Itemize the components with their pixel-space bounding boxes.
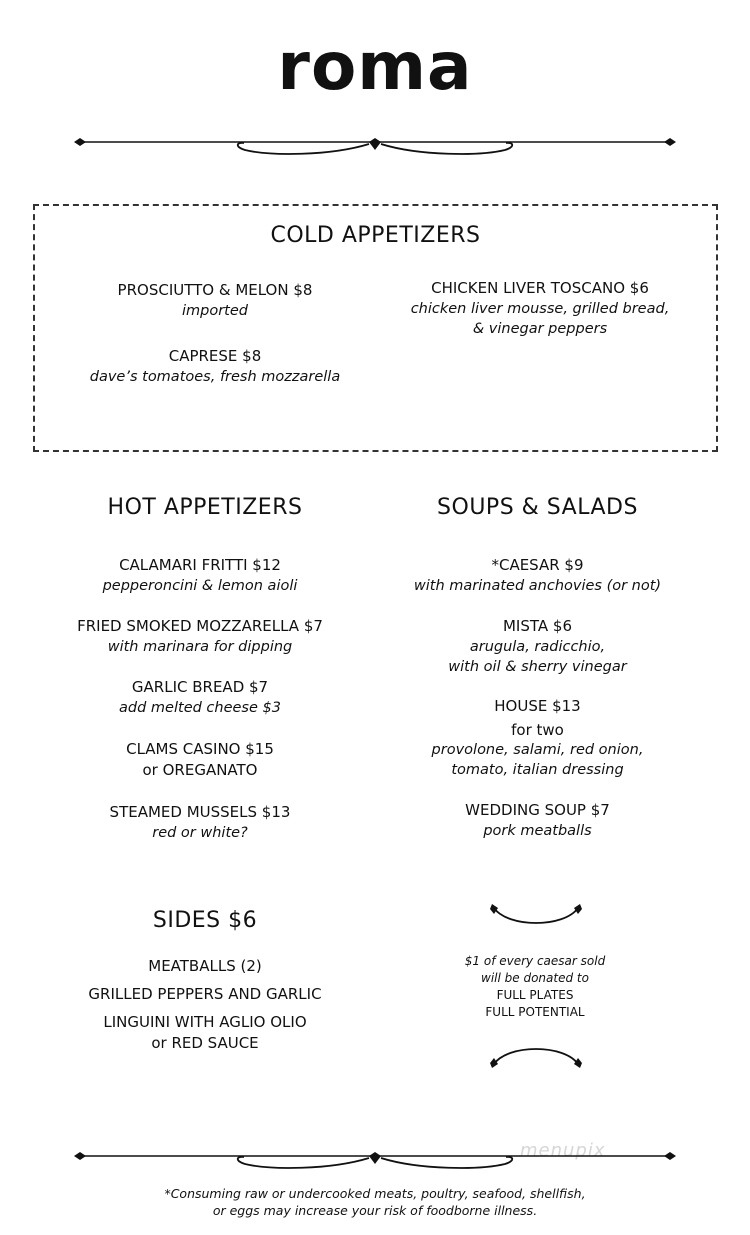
menu-item bbox=[380, 555, 695, 596]
swirl-ornament-bottom bbox=[488, 1042, 584, 1070]
side-item: LINGUINI WITH AGLIO OLIO bbox=[103, 1013, 307, 1031]
food-safety-disclaimer bbox=[0, 1185, 750, 1219]
cold-appetizers-heading: COLD APPETIZERS bbox=[270, 223, 481, 248]
item-description: or OREGANATO bbox=[142, 761, 258, 779]
donation-note bbox=[440, 953, 630, 1021]
item-description: provolone, salami, red onion, bbox=[431, 742, 644, 758]
item-name: FRIED SMOKED MOZZARELLA $7 bbox=[77, 617, 323, 635]
restaurant-name: roma bbox=[277, 28, 473, 105]
item-name: CALAMARI FRITTI $12 bbox=[119, 556, 281, 574]
item-name: CLAMS CASINO $15 bbox=[126, 740, 274, 758]
sides-heading: SIDES $6 bbox=[152, 908, 258, 933]
item-name: CAPRESE $8 bbox=[168, 347, 262, 365]
donation-line: will be donated to bbox=[481, 971, 589, 985]
item-description: with oil & sherry vinegar bbox=[448, 659, 627, 675]
donation-line: FULL POTENTIAL bbox=[485, 1005, 585, 1019]
menu-item bbox=[380, 696, 695, 780]
item-description: imported bbox=[181, 303, 248, 319]
item-name: HOUSE $13 bbox=[494, 697, 581, 715]
item-name: STEAMED MUSSELS $13 bbox=[109, 803, 291, 821]
item-name: GARLIC BREAD $7 bbox=[131, 678, 269, 696]
item-description: pepperoncini & lemon aioli bbox=[102, 578, 298, 594]
sides-list bbox=[50, 955, 360, 1053]
item-name: *CAESAR $9 bbox=[491, 556, 584, 574]
soups-salads-heading: SOUPS & SALADS bbox=[437, 495, 638, 520]
donation-line: $1 of every caesar sold bbox=[464, 954, 606, 968]
item-name: CHICKEN LIVER TOSCANO $6 bbox=[431, 279, 649, 297]
item-description: red or white? bbox=[152, 825, 248, 841]
disclaimer-line: or eggs may increase your risk of foodborne illness. bbox=[212, 1203, 538, 1218]
side-item: or RED SAUCE bbox=[151, 1034, 259, 1052]
disclaimer-line: *Consuming raw or undercooked meats, poultry, seafood, shellfish, bbox=[164, 1186, 586, 1201]
hot-appetizers-heading: HOT APPETIZERS bbox=[107, 495, 303, 520]
item-description: pork meatballs bbox=[483, 823, 592, 839]
flourish-divider-top bbox=[70, 124, 680, 164]
menu-item bbox=[30, 739, 370, 780]
menu-item bbox=[380, 278, 700, 339]
menu-item bbox=[30, 616, 370, 657]
side-item: MEATBALLS (2) bbox=[148, 957, 262, 975]
item-description: with marinated anchovies (or not) bbox=[413, 578, 662, 594]
menu-item bbox=[380, 800, 695, 841]
menu-item bbox=[60, 346, 370, 387]
side-item: GRILLED PEPPERS AND GARLIC bbox=[88, 985, 322, 1003]
menu-item bbox=[30, 677, 370, 718]
item-description: chicken liver mousse, grilled bread, bbox=[410, 301, 670, 317]
item-description: dave’s tomatoes, fresh mozzarella bbox=[89, 369, 341, 385]
item-description: & vinegar peppers bbox=[472, 321, 608, 337]
watermark: menupix bbox=[520, 1140, 606, 1161]
item-subtitle: for two bbox=[511, 721, 564, 739]
flourish-divider-bottom bbox=[70, 1138, 680, 1178]
item-description: tomato, italian dressing bbox=[451, 762, 624, 778]
swirl-ornament-top bbox=[488, 902, 584, 930]
menu-item bbox=[30, 555, 370, 596]
item-description: arugula, radicchio, bbox=[469, 639, 606, 655]
item-description: add melted cheese $3 bbox=[119, 700, 281, 716]
item-name: MISTA $6 bbox=[502, 617, 572, 635]
item-description: with marinara for dipping bbox=[107, 639, 293, 655]
menu-item bbox=[30, 802, 370, 843]
menu-item bbox=[60, 280, 370, 321]
item-name: PROSCIUTTO & MELON $8 bbox=[117, 281, 313, 299]
donation-line: FULL PLATES bbox=[496, 988, 574, 1002]
item-name: WEDDING SOUP $7 bbox=[465, 801, 610, 819]
menu-item bbox=[380, 616, 695, 677]
